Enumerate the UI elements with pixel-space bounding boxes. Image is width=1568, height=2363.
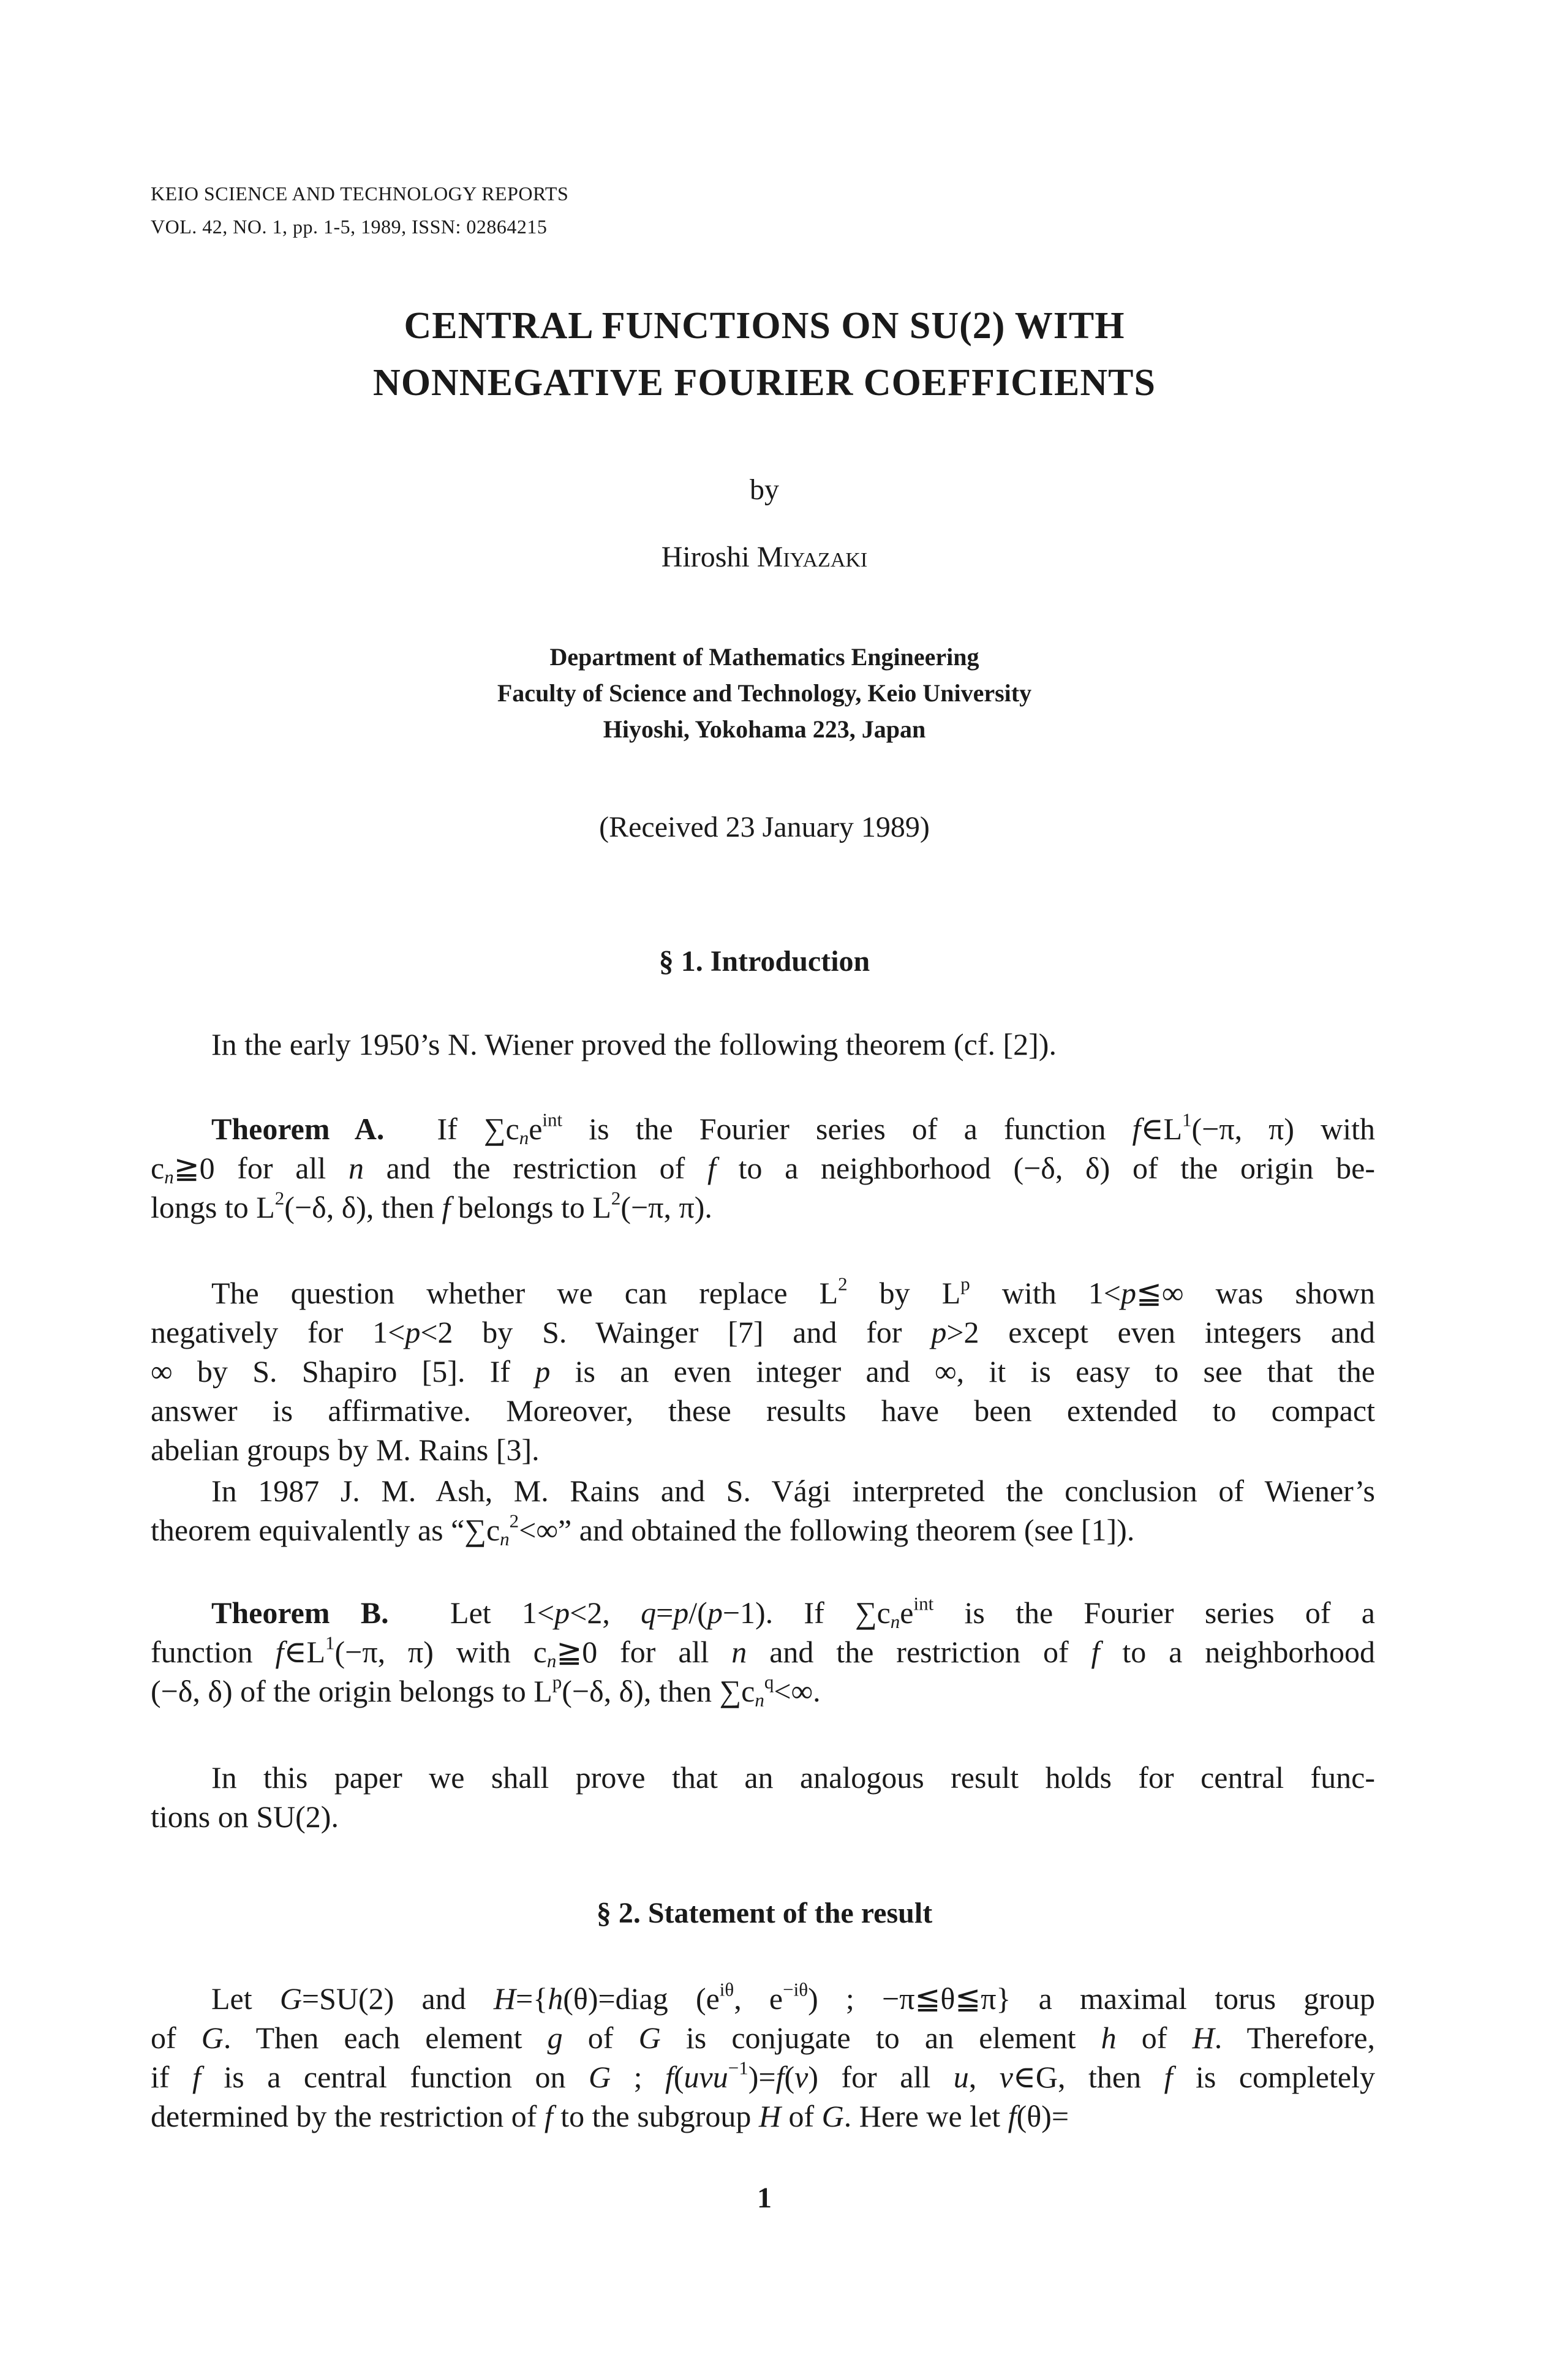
ash-rains-vagi-paragraph-line: theorem equivalently as “$\sum c_n^2<\infty$” and obtained the following theorem (see [1]). <box>151 1510 1135 1550</box>
question-paragraph-line: ∞ by S. Shapiro [5]. If p is an even integer and ∞, it is easy to see that the <box>151 1354 1375 1389</box>
theorem-label: Theorem A. <box>211 1112 385 1146</box>
affiliation-line: Department of Mathematics Engineering <box>549 643 979 671</box>
author-given-name: Hiroshi <box>661 541 750 573</box>
question-paragraph-line: abelian groups by M. Rains [3]. <box>151 1433 540 1467</box>
paper-aim-paragraph-line: tions on SU(2). <box>151 1800 339 1834</box>
byline: by <box>750 473 779 506</box>
statement-paragraph-line: determined by the restriction of f to the subgroup H of G. Here we let f(θ)= <box>151 2099 1069 2133</box>
paper-title-line-2: NONNEGATIVE FOURIER COEFFICIENTS <box>373 362 1156 404</box>
question-paragraph-line: negatively for 1<p<2 by S. Wainger [7] and for p>2 except even integers and <box>151 1315 1375 1349</box>
volume-info: VOL. 42, NO. 1, pp. 1-5, 1989, ISSN: 02864215 <box>151 216 548 238</box>
theorem-a-line: Theorem A. If $\sum c_ne^{int}$ is the Fourier series of a function $f\in L^1(-\pi$, π) with <box>211 1109 1375 1148</box>
affiliation-line: Faculty of Science and Technology, Keio University <box>497 679 1032 707</box>
journal-name: KEIO SCIENCE AND TECHNOLOGY REPORTS <box>151 183 569 205</box>
author-name <box>0 539 1529 576</box>
author-family-name: Miyazaki <box>756 541 868 573</box>
paper-title-line-1: CENTRAL FUNCTIONS ON SU(2) WITH <box>404 305 1125 347</box>
statement-paragraph-line: of G. Then each element g of G is conjugate to an element h of H. Therefore, <box>151 2021 1376 2055</box>
affiliation-line: Hiyoshi, Yokohama 223, Japan <box>603 715 926 743</box>
intro-paragraph-line: In the early 1950’s N. Wiener proved the following theorem (cf. [2]). <box>211 1027 1057 1061</box>
statement-paragraph-line: if f is a central function on G ; f(uvu$^{-1}$)=f(v) for all u, v∈G, then f is completely <box>151 2057 1375 2094</box>
theorem-b-line: function $f\in L^1(-\pi$, π) with $c_n≧0$ for all n and the restriction of f to a neighborhood <box>151 1632 1375 1671</box>
section-1-heading: § 1. Introduction <box>658 945 870 978</box>
section-2-heading: § 2. Statement of the result <box>596 1897 933 1929</box>
received-date: (Received 23 January 1989) <box>599 811 930 843</box>
paper-aim-paragraph-line: In this paper we shall prove that an analogous result holds for central func- <box>211 1760 1375 1795</box>
question-paragraph-line: The question whether we can replace $L^2$ by $L^p$ with 1<p≦∞ was shown <box>211 1273 1375 1310</box>
theorem-b-line: (−δ, δ) of the origin belongs to $L^p(-\delta$, δ), then $\sum c_n^q<\infty$. <box>151 1671 821 1711</box>
theorem-label: Theorem B. <box>211 1596 389 1630</box>
theorem-b-line: Theorem B. Let 1<p<2, q=p/(p−1). If $\sum c_ne^{int}$ is the Fourier series of a <box>211 1592 1375 1632</box>
statement-paragraph-line: Let G=SU(2) and H={h(θ)=diag ($e^{i\theta}$, $e^{-i\theta}$) ; −π≦θ≦π} a maximal torus group <box>211 1978 1375 2016</box>
page-number: 1 <box>757 2182 772 2214</box>
theorem-a-line: longs to $L^2(-\delta$, δ), then f belongs to $L^2(-\pi$, π). <box>151 1187 712 1224</box>
theorem-a-line: $c_n≧0$ for all n and the restriction of f to a neighborhood (−δ, δ) of the origin be- <box>151 1151 1376 1188</box>
ash-rains-vagi-paragraph-line: In 1987 J. M. Ash, M. Rains and S. Vági interpreted the conclusion of Wiener’s <box>211 1474 1375 1508</box>
question-paragraph-line: answer is affirmative. Moreover, these results have been extended to compact <box>151 1393 1375 1428</box>
